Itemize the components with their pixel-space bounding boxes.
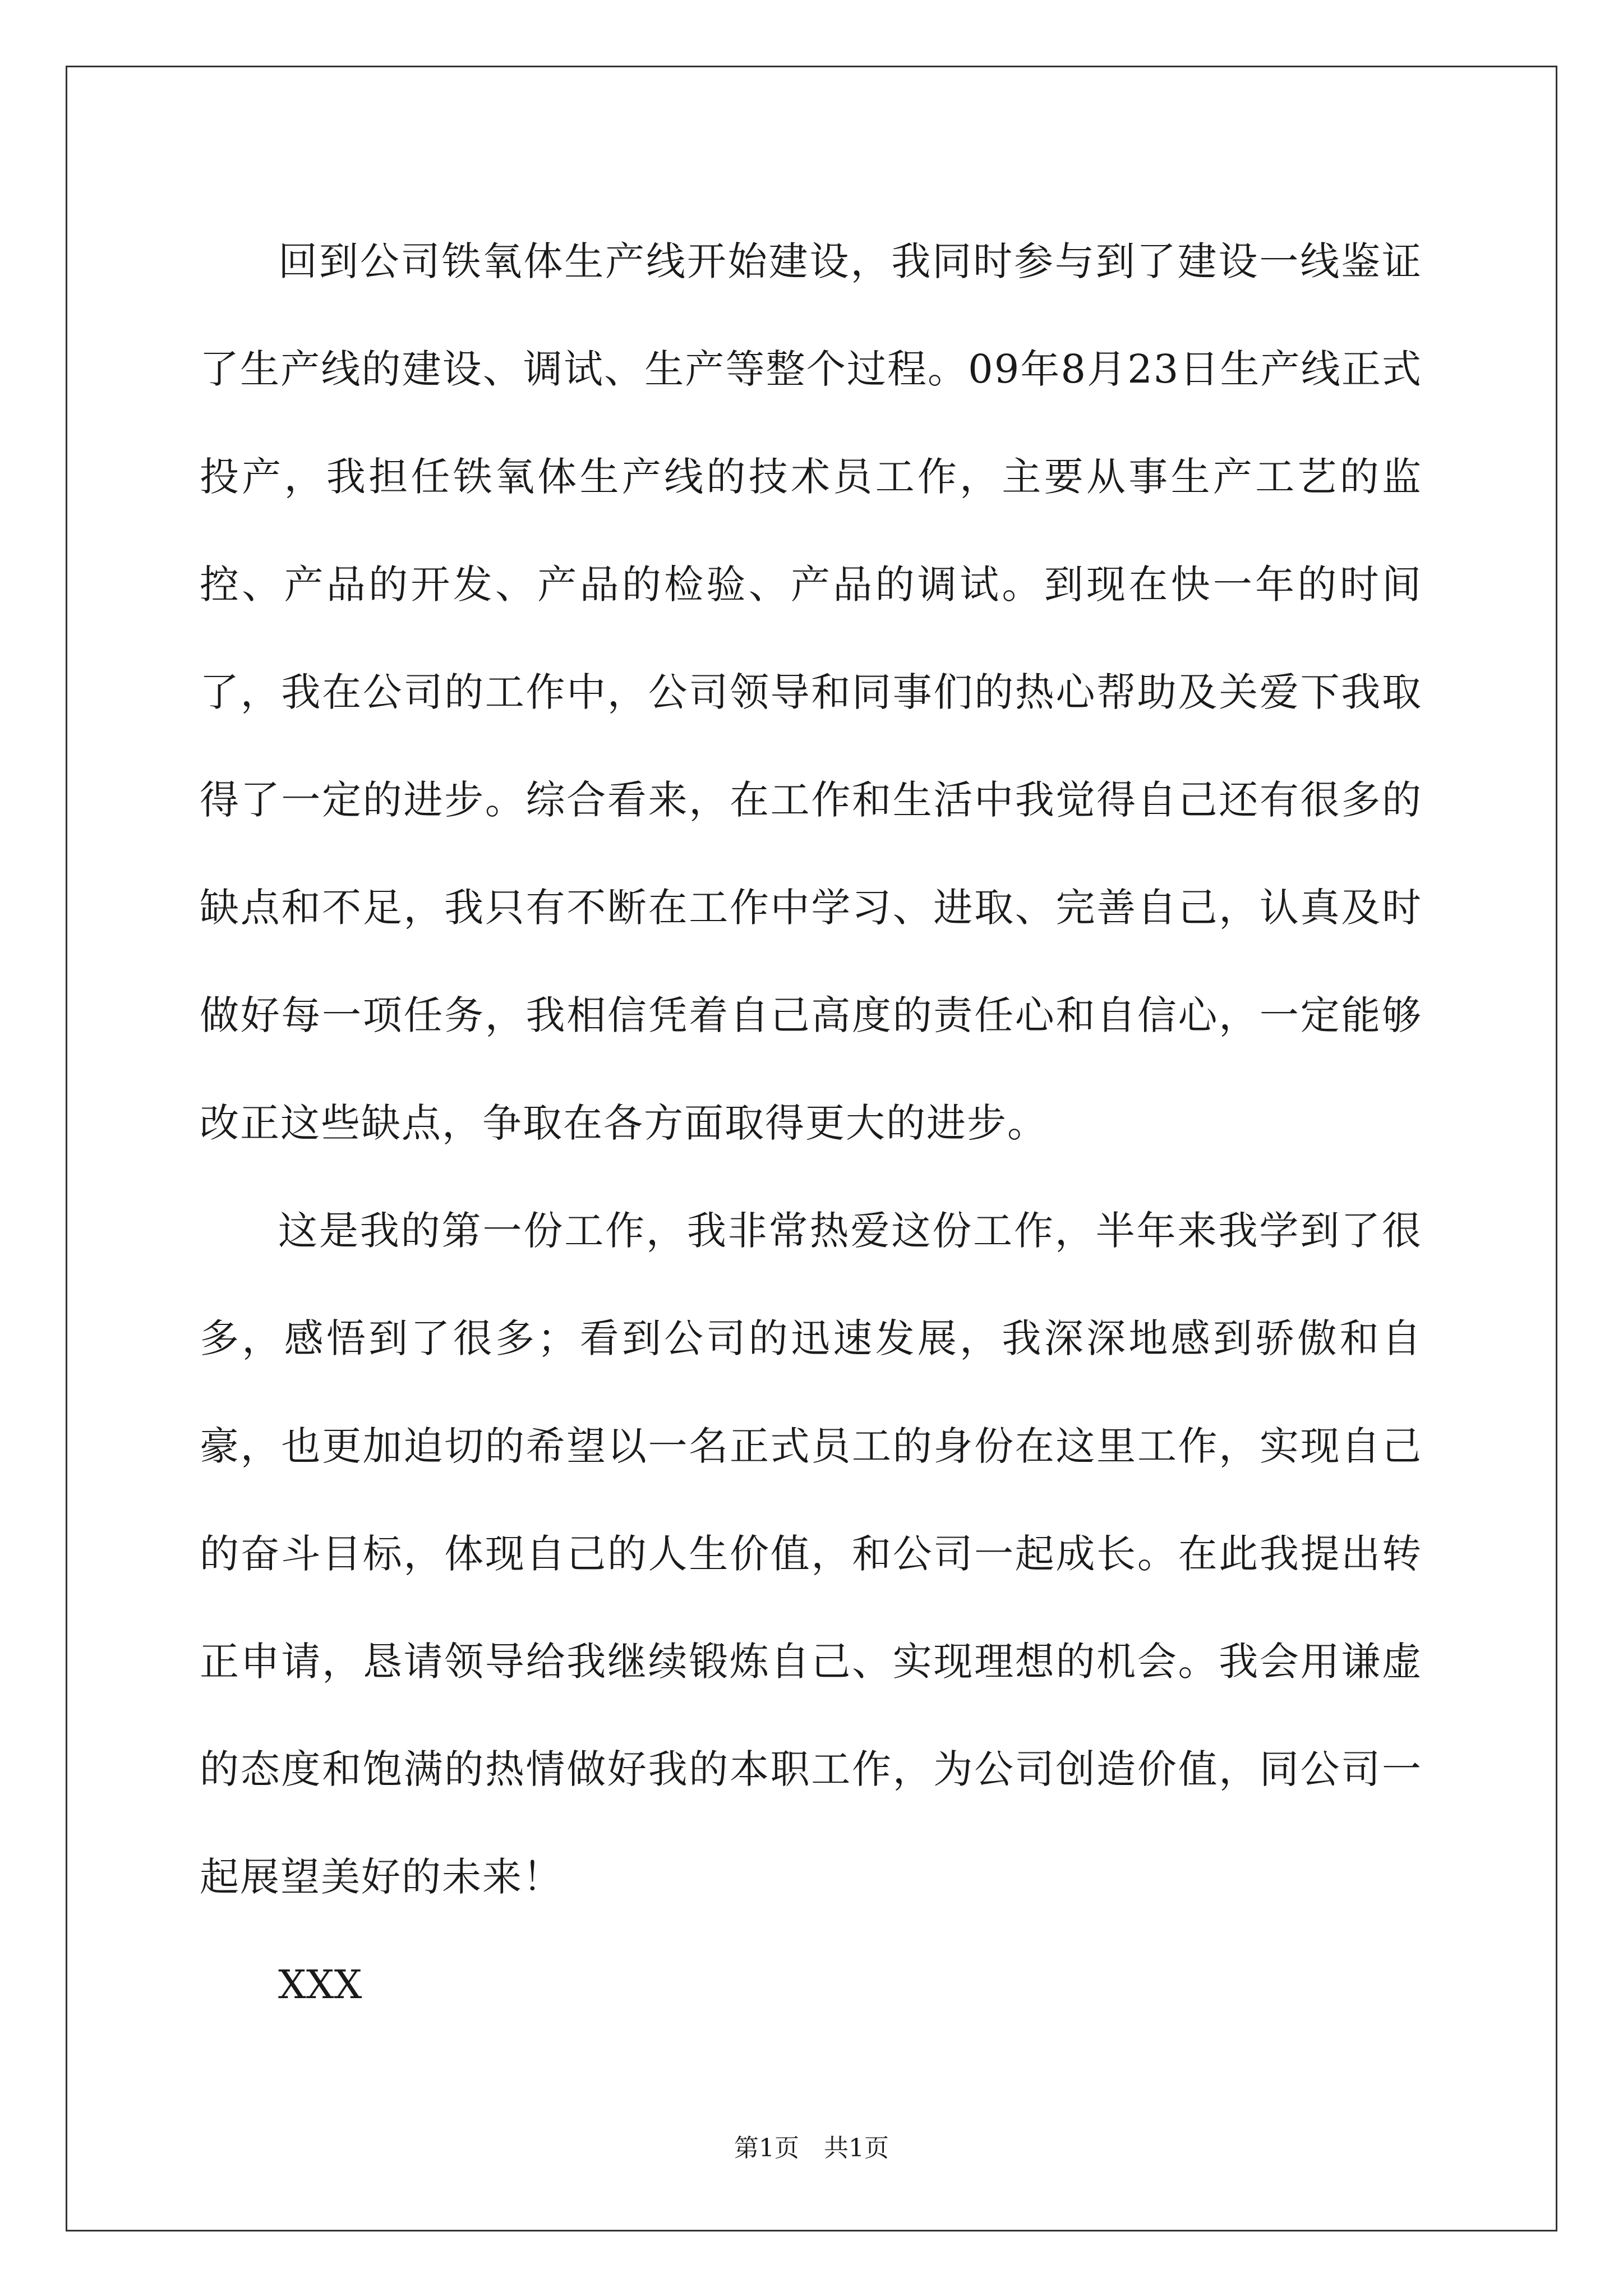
document-body [200, 208, 1422, 2039]
paragraph-1: 回到公司铁氧体生产线开始建设，我同时参与到了建设一线鉴证了生产线的建设、调试、生产等整个过程。09年8月23日生产线正式投产，我担任铁氧体生产线的技术员工作，主要从事生产工艺的监控、产品的开发、产品的检验、产品的调试。到现在快一年的时间了，我在公司的工作中，公司领导和同事们的热心帮助及关爱下我取得了一定的进步。综合看来，在工作和生活中我觉得自己还有很多的缺点和不足，我只有不断在工作中学习、进取、完善自己，认真及时做好每一项任务，我相信凭着自己高度的责任心和自信心，一定能够改正这些缺点，争取在各方面取得更大的进步。 [200, 238, 1422, 1146]
page-number: 第1页 共1页 [734, 2134, 889, 2162]
signature: XXX [278, 1962, 362, 2008]
paragraph-2: 这是我的第一份工作，我非常热爱这份工作，半年来我学到了很多，感悟到了很多；看到公司的迅速发展，我深深地感到骄傲和自豪，也更加迫切的希望以一名正式员工的身份在这里工作，实现自己的奋斗目标，体现自己的人生价值，和公司一起成长。在此我提出转正申请，恳请领导给我继续锻炼自己、实现理想的机会。我会用谦虚的态度和饱满的热情做好我的本职工作，为公司创造价值，同公司一起展望美好的未来！ [200, 1208, 1422, 1900]
